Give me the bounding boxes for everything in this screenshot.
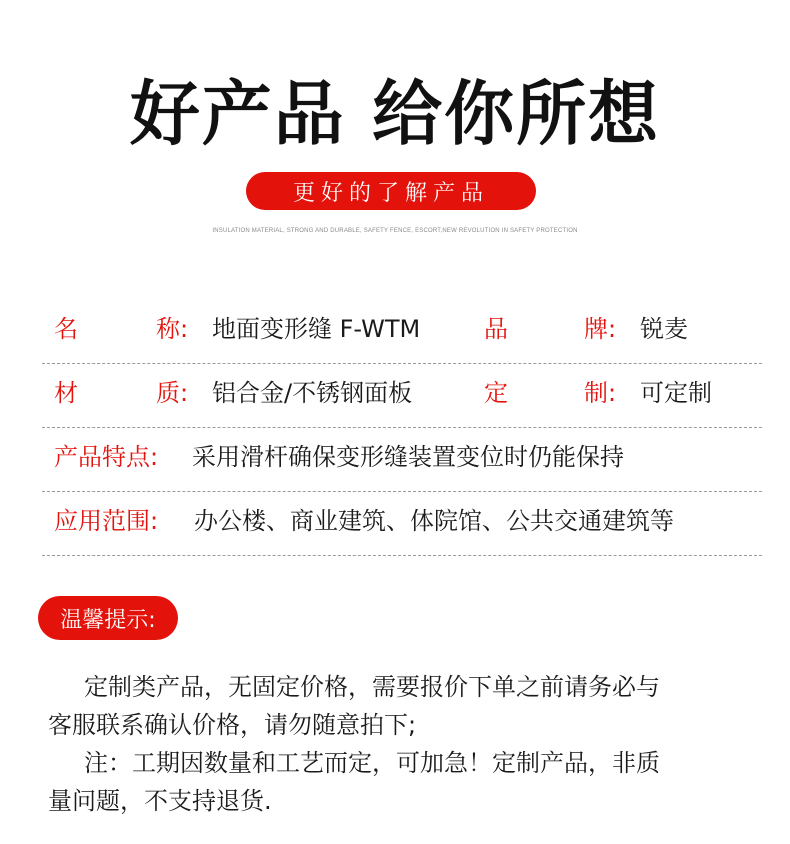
brand-value: 锐麦 <box>640 315 688 343</box>
name-label-b: 称: <box>156 315 189 343</box>
notice-line: 注：工期因数量和工艺而定，可加急！定制产品，非质 <box>84 749 660 777</box>
brand-label-a: 品 <box>484 315 508 343</box>
custom-value: 可定制 <box>640 379 712 407</box>
feature-value: 采用滑杆确保变形缝装置变位时仍能保持 <box>192 443 624 471</box>
notice-badge: 温馨提示: <box>38 596 178 640</box>
brand-label-b: 牌: <box>584 315 617 343</box>
section-pill: 更好的了解产品 <box>246 172 536 210</box>
tagline: INSULATION MATERIAL, STRONG AND DURABLE, SAFETY FENCE, ESCORT,NEW REVOLUTION IN SAFETY PROTECTION <box>212 228 578 234</box>
usage-value: 办公楼、商业建筑、体院馆、公共交通建筑等 <box>194 507 674 535</box>
page-title: 好产品 给你所想 <box>129 73 661 155</box>
feature-label: 产品特点: <box>54 443 159 471</box>
notice-line: 量问题，不支持退货. <box>48 787 272 815</box>
spec-row-name-brand <box>42 300 762 364</box>
spec-row-usage <box>42 492 762 556</box>
material-label-a: 材 <box>54 379 78 407</box>
spec-row-feature <box>42 428 762 492</box>
custom-label-b: 制: <box>584 379 617 407</box>
usage-label: 应用范围: <box>54 507 159 535</box>
notice-line: 客服联系确认价格，请勿随意拍下; <box>48 711 417 739</box>
material-value: 铝合金/不锈钢面板 <box>212 379 413 407</box>
custom-label-a: 定 <box>484 379 508 407</box>
material-label-b: 质: <box>156 379 189 407</box>
name-value: 地面变形缝 F-WTM <box>212 315 421 343</box>
spec-row-material-custom <box>42 364 762 428</box>
name-label-a: 名 <box>54 315 78 343</box>
spec-table <box>42 300 762 556</box>
notice-text <box>48 668 748 820</box>
notice-line: 定制类产品，无固定价格，需要报价下单之前请务必与 <box>84 673 660 701</box>
